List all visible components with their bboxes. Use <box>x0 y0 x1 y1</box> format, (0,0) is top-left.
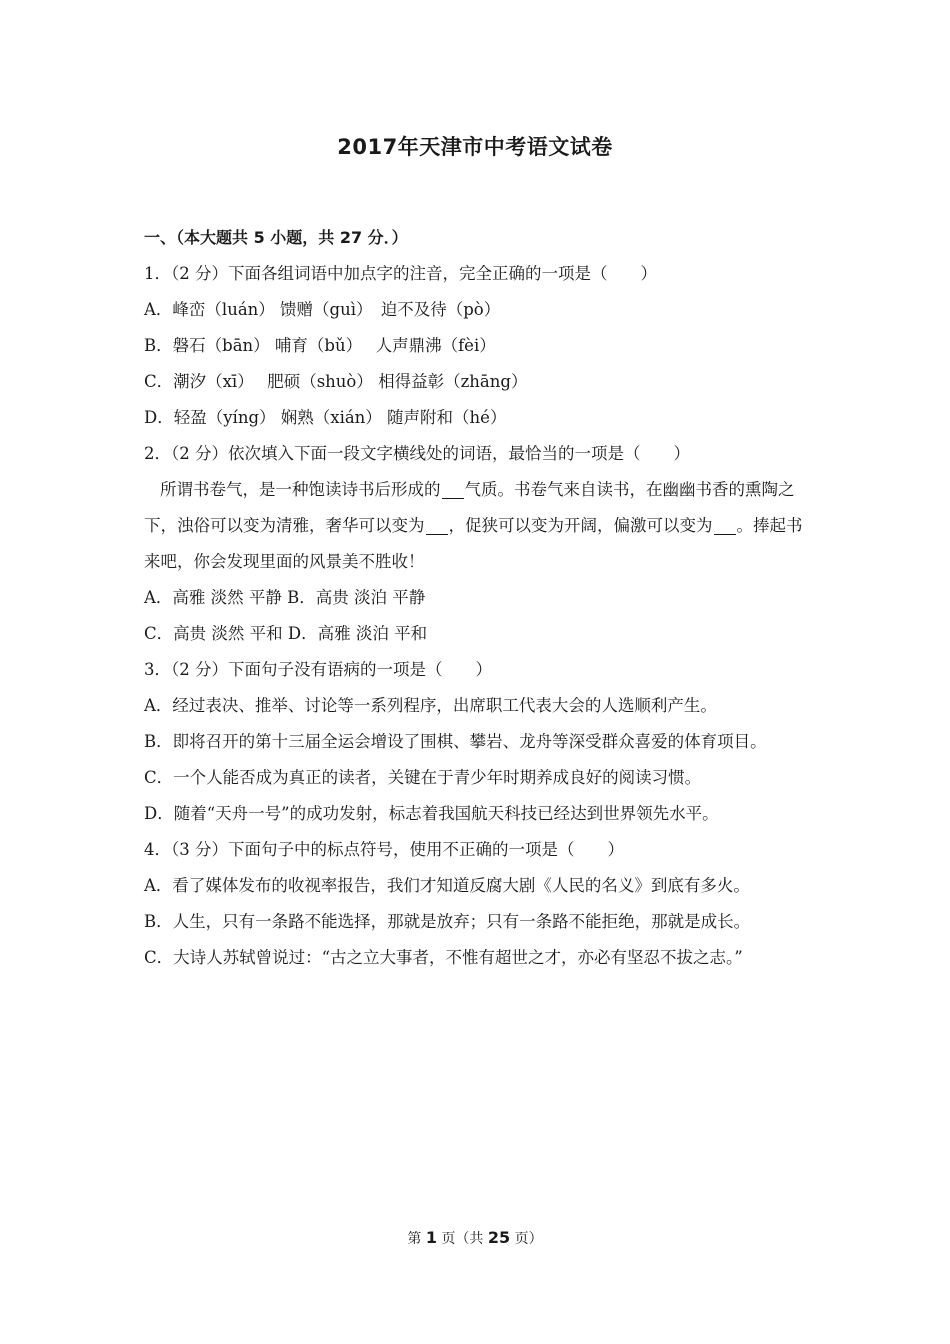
fill-blank-3 <box>714 517 736 535</box>
q4-option-b: B．人生，只有一条路不能选择，那就是放弃；只有一条路不能拒绝，那就是成长。 <box>144 912 751 931</box>
q4-option-a: A．看了媒体发布的收视率报告，我们才知道反腐大剧《人民的名义》到底有多火。 <box>144 876 750 895</box>
q2-passage-part1: 所谓书卷气，是一种饱读诗书后形成的 <box>160 480 441 499</box>
q2-passage <box>144 472 810 580</box>
q3-option-b: B．即将召开的第十三届全运会增设了围棋、攀岩、龙舟等深受群众喜爱的体育项目。 <box>144 732 767 751</box>
q1-option-b: B．磐石（bān） 哺育（bǔ） 人声鼎沸（fèi） <box>144 336 496 355</box>
q3-option-d: D．随着“天舟一号”的成功发射，标志着我国航天科技已经达到世界领先水平。 <box>144 804 719 823</box>
footer-page-number: 1 <box>425 1228 437 1247</box>
q2-passage-part3: ，促狭可以变为开阔，偏激可以变为 <box>448 516 713 535</box>
q2-options-cd: C．高贵 淡然 平和 D．高雅 淡泊 平和 <box>144 624 428 643</box>
q4-option-c: C．大诗人苏轼曾说过：“古之立大事者，不惟有超世之才，亦必有坚忍不拔之志。” <box>144 948 743 967</box>
q1-option-c: C．潮汐（xī） 肥硕（shuò） 相得益彰（zhāng） <box>144 372 528 391</box>
q2-passage-part4: 。捧起书来吧，你会发现里面的风景美不胜收！ <box>144 516 803 571</box>
fill-blank-2 <box>426 517 448 535</box>
section-heading: 一、（本大题共 5 小题，共 27 分．） <box>144 228 408 247</box>
q4-stem: 4．（3 分）下面句子中的标点符号，使用不正确的一项是（ ） <box>144 840 624 859</box>
q3-option-c: C．一个人能否成为真正的读者，关键在于青少年时期养成良好的阅读习惯。 <box>144 768 702 787</box>
q1-option-a: A．峰峦（luán） 馈赠（guì） 迫不及待（pò） <box>144 300 501 319</box>
q1-option-d: D．轻盈（yíng） 娴熟（xián） 随声附和（hé） <box>144 408 507 427</box>
footer-total-pages: 25 <box>487 1228 511 1247</box>
q3-option-a: A．经过表决、推举、讨论等一系列程序，出席职工代表大会的人选顺利产生。 <box>144 696 717 715</box>
q2-passage-part2: 气质。书卷气来自读书，在幽幽书香的熏陶之下，浊俗可以变为清雅，奢华可以变为 <box>144 480 795 535</box>
footer-suffix: 页） <box>510 1231 543 1247</box>
q1-stem: 1．（2 分）下面各组词语中加点字的注音，完全正确的一项是（ ） <box>144 264 657 283</box>
q2-options-ab: A．高雅 淡然 平静 B．高贵 淡泊 平静 <box>144 588 426 607</box>
footer-prefix: 第 <box>407 1231 426 1247</box>
footer-middle: 页（共 <box>436 1231 488 1247</box>
q2-stem: 2．（2 分）依次填入下面一段文字横线处的词语，最恰当的一项是（ ） <box>144 444 690 463</box>
exam-title: 2017年天津市中考语文试卷 <box>337 135 613 159</box>
exam-content <box>144 220 810 976</box>
page-footer <box>0 1228 950 1248</box>
fill-blank-1 <box>442 481 464 499</box>
q3-stem: 3．（2 分）下面句子没有语病的一项是（ ） <box>144 660 492 679</box>
